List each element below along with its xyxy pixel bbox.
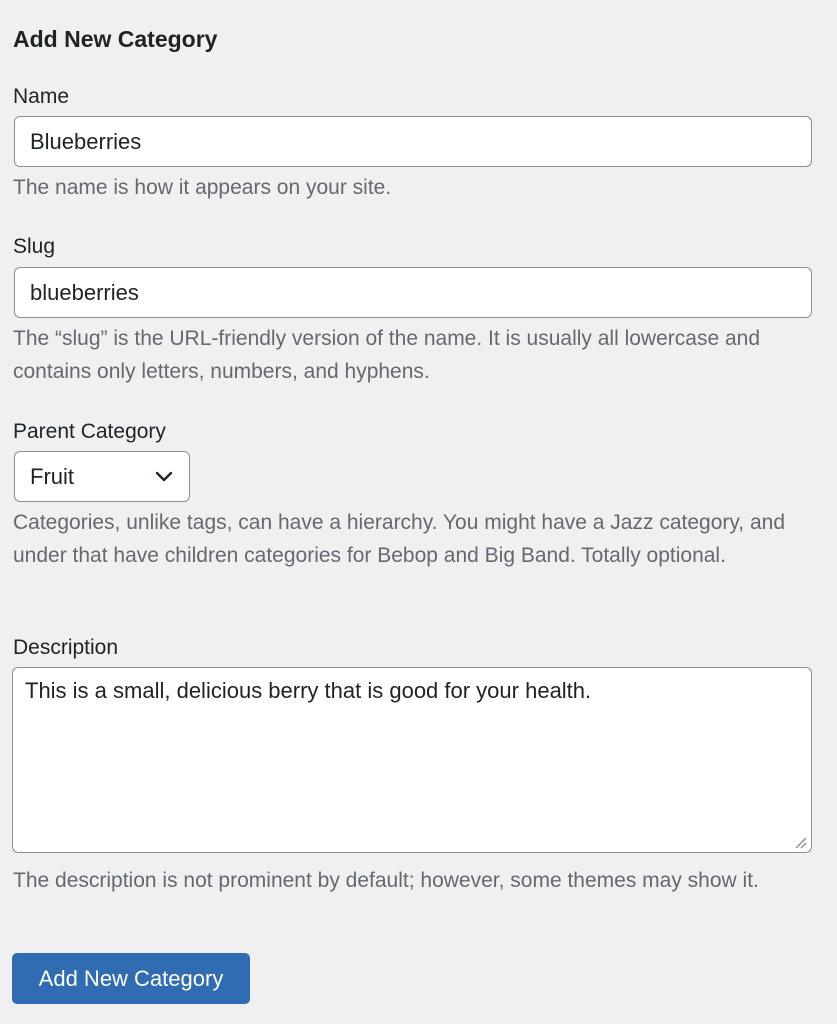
description-help-text: The description is not prominent by default; however, some themes may show it.	[13, 869, 759, 892]
description-label: Description	[13, 636, 119, 659]
parent-category-label: Parent Category	[13, 420, 166, 443]
parent-category-selected: Fruit	[30, 463, 74, 489]
form-heading: Add New Category	[13, 26, 218, 52]
add-new-category-button[interactable]: Add New Category	[12, 953, 250, 1004]
parent-category-help-text: Categories, unlike tags, can have a hierarchy. You might have a Jazz category, and under that have children categories for Bebop and Big Band. Totally optional.	[13, 511, 786, 567]
resize-grip-icon[interactable]	[793, 835, 807, 849]
description-textarea[interactable]	[12, 667, 812, 853]
name-label: Name	[13, 85, 70, 108]
parent-category-select[interactable]	[14, 451, 190, 502]
slug-label: Slug	[13, 235, 56, 258]
chevron-down-icon	[154, 467, 174, 487]
slug-input[interactable]	[14, 267, 812, 318]
name-input[interactable]	[14, 116, 812, 167]
name-help-text: The name is how it appears on your site.	[13, 176, 392, 199]
slug-help-text: The “slug” is the URL-friendly version of the name. It is usually all lowercase and contains only letters, numbers, and hyphens.	[13, 327, 760, 383]
